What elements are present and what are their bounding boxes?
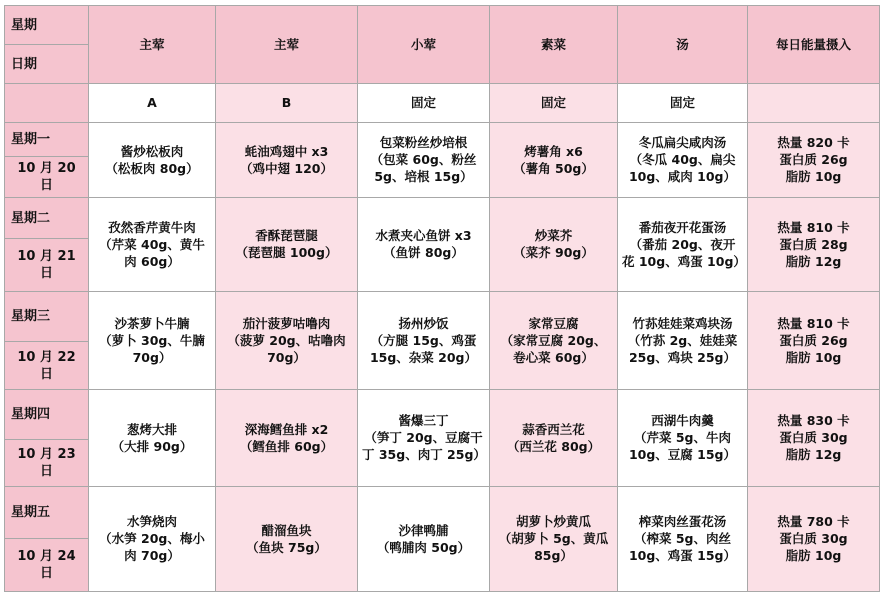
soup-cell: [618, 122, 748, 197]
weekday-label: 星期一: [5, 122, 89, 156]
day-row: [5, 122, 880, 156]
dish-name: 扬州炒饭: [398, 315, 449, 331]
dish-name: 炒菜芥: [534, 228, 573, 244]
dish-detail-line: （包菜 60g、粉丝: [370, 152, 477, 168]
main-dish-a-cell: [89, 291, 216, 389]
soup-cell: [618, 291, 748, 389]
dish-detail-line: 5g、培根 15g）: [374, 169, 473, 185]
dish-detail-line: （鸡中翅 120）: [240, 160, 333, 176]
dish-detail-line: 脂肪 12g: [785, 253, 842, 269]
dish-detail-line: （鱼块 75g）: [246, 539, 327, 555]
dish-detail-line: （水笋 20g、梅小: [99, 531, 205, 547]
dish-detail-line: （胡萝卜 5g、黄瓜: [498, 531, 609, 547]
subheader-option-a: A: [89, 84, 216, 122]
weekly-menu-table: [4, 5, 880, 592]
main-dish-b-cell: [216, 122, 358, 197]
main-dish-a-cell: [89, 197, 216, 291]
dish-detail-line: 肉 60g）: [124, 253, 180, 269]
dish-detail-line: （芹菜 40g、黄牛: [99, 236, 205, 252]
dish-name: 深海鳕鱼排 x2: [244, 421, 329, 437]
side-meat-cell: [358, 291, 490, 389]
dish-name: 葱烤大排: [126, 421, 177, 437]
dish-detail-line: （大排 90g）: [111, 438, 193, 454]
daily-energy-cell: [748, 122, 880, 197]
vegetable-cell: [490, 291, 618, 389]
day-row: [5, 486, 880, 539]
date-label: 10 月 24 日: [5, 539, 89, 592]
vegetable-cell: [490, 122, 618, 197]
date-label: 10 月 20 日: [5, 156, 89, 197]
main-dish-a-cell: [89, 486, 216, 591]
dish-name: 烤薯角 x6: [524, 143, 583, 159]
dish-name: 竹荪娃娃菜鸡块汤: [632, 315, 733, 331]
dish-detail-line: 花 10g、鸡蛋 10g）: [622, 253, 746, 269]
side-meat-cell: [358, 389, 490, 486]
dish-detail-line: （菠萝 20g、咕噜肉: [227, 332, 346, 348]
dish-detail-line: （薯角 50g）: [513, 160, 594, 176]
day-row: [5, 389, 880, 440]
dish-name: 蒜香西兰花: [522, 421, 585, 437]
side-meat-cell: [358, 122, 490, 197]
main-dish-b-cell: [216, 486, 358, 591]
side-meat-cell: [358, 486, 490, 591]
dish-detail-line: 脂肪 12g: [785, 447, 842, 463]
dish-name: 酱爆三丁: [398, 413, 449, 429]
main-dish-a-cell: [89, 389, 216, 486]
dish-detail-line: 10g、豆腐 15g）: [628, 447, 737, 463]
dish-detail-line: （鱼饼 80g）: [383, 245, 464, 261]
dish-detail-line: 蛋白质 30g: [779, 531, 848, 547]
dish-detail-line: 15g、杂菜 20g）: [369, 349, 478, 365]
header-week-label: 星期: [5, 6, 89, 45]
dish-detail-line: （芹菜 5g、牛肉: [634, 430, 731, 446]
column-header-daily-energy: 每日能量摄入: [748, 6, 880, 84]
dish-name: 热量 810 卡: [777, 315, 850, 331]
dish-name: 水笋烧肉: [126, 514, 177, 530]
soup-cell: [618, 486, 748, 591]
dish-detail-line: 蛋白质 28g: [779, 236, 848, 252]
dish-name: 榨菜肉丝蛋花汤: [638, 514, 727, 530]
dish-detail-line: 10g、咸肉 10g）: [628, 169, 737, 185]
dish-detail-line: （萝卜 30g、牛腩: [99, 332, 205, 348]
dish-name: 热量 780 卡: [777, 514, 850, 530]
dish-detail-line: 脂肪 10g: [785, 349, 842, 365]
date-label: 10 月 22 日: [5, 342, 89, 389]
column-header-main-a: 主荤: [89, 6, 216, 84]
dish-detail-line: （冬瓜 40g、扁尖: [629, 152, 736, 168]
subheader-energy-empty: [748, 84, 880, 122]
dish-detail-line: 蛋白质 26g: [779, 152, 848, 168]
dish-name: 香酥琵琶腿: [255, 228, 318, 244]
dish-detail-line: （家常豆腐 20g、: [500, 332, 607, 348]
dish-detail-line: （方腿 15g、鸡蛋: [370, 332, 477, 348]
dish-name: 孜然香芹黄牛肉: [108, 219, 196, 235]
dish-detail-line: 脂肪 10g: [785, 169, 842, 185]
dish-detail-line: 蛋白质 26g: [779, 332, 848, 348]
day-row: [5, 291, 880, 342]
dish-name: 番茄夜开花蛋汤: [638, 219, 727, 235]
dish-detail-line: 10g、鸡蛋 15g）: [628, 548, 737, 564]
dish-name: 热量 810 卡: [777, 219, 850, 235]
dish-detail-line: （鸭脯肉 50g）: [376, 539, 471, 555]
dish-name: 酱炒松板肉: [120, 143, 184, 159]
date-label: 10 月 21 日: [5, 239, 89, 292]
daily-energy-cell: [748, 291, 880, 389]
vegetable-cell: [490, 389, 618, 486]
dish-detail-line: （松板肉 80g）: [105, 160, 199, 176]
main-dish-b-cell: [216, 389, 358, 486]
dish-detail-line: 肉 70g）: [124, 548, 180, 564]
weekday-label: 星期三: [5, 291, 89, 342]
dish-detail-line: 25g、鸡块 25g）: [628, 349, 737, 365]
dish-detail-line: 脂肪 10g: [785, 548, 842, 564]
weekday-label: 星期二: [5, 197, 89, 238]
subheader-fixed-soup: 固定: [618, 84, 748, 122]
column-header-vegetable: 素菜: [490, 6, 618, 84]
dish-name: 茄汁菠萝咕噜肉: [242, 315, 331, 331]
dish-detail-line: 85g）: [534, 548, 573, 564]
dish-name: 沙茶萝卜牛腩: [114, 315, 190, 331]
main-dish-b-cell: [216, 291, 358, 389]
column-header-side-meat: 小荤: [358, 6, 490, 84]
dish-detail-line: （西兰花 80g）: [506, 438, 601, 454]
dish-name: 沙律鸭脯: [398, 522, 449, 538]
dish-name: 蚝油鸡翅中 x3: [244, 143, 329, 159]
subheader-fixed-side: 固定: [358, 84, 490, 122]
dish-name: 包菜粉丝炒培根: [379, 135, 468, 151]
dish-detail-line: （笋丁 20g、豆腐干: [364, 430, 483, 446]
dish-detail-line: （竹荪 2g、娃娃菜: [627, 332, 738, 348]
dish-name: 西湖牛肉羹: [651, 413, 714, 429]
date-label: 10 月 23 日: [5, 440, 89, 486]
dish-name: 醋溜鱼块: [261, 522, 312, 538]
daily-energy-cell: [748, 389, 880, 486]
dish-detail-line: 丁 35g、肉丁 25g）: [362, 447, 486, 463]
dish-detail-line: （菜芥 90g）: [513, 245, 594, 261]
dish-detail-line: （琵琶腿 100g）: [235, 245, 338, 261]
soup-cell: [618, 389, 748, 486]
dish-detail-line: 70g）: [267, 349, 306, 365]
weekday-label: 星期五: [5, 486, 89, 539]
main-dish-b-cell: [216, 197, 358, 291]
daily-energy-cell: [748, 486, 880, 591]
dish-name: 热量 820 卡: [777, 135, 850, 151]
subheader-option-b: B: [216, 84, 358, 122]
dish-name: 水煮夹心鱼饼 x3: [375, 228, 472, 244]
vegetable-cell: [490, 197, 618, 291]
daily-energy-cell: [748, 197, 880, 291]
main-dish-a-cell: [89, 122, 216, 197]
dish-name: 胡萝卜炒黄瓜: [515, 514, 591, 530]
subheader-corner: [5, 84, 89, 122]
header-date-label: 日期: [5, 45, 89, 84]
soup-cell: [618, 197, 748, 291]
side-meat-cell: [358, 197, 490, 291]
dish-detail-line: （榨菜 5g、肉丝: [634, 531, 731, 547]
dish-name: 冬瓜扁尖咸肉汤: [638, 135, 727, 151]
day-row: [5, 197, 880, 238]
dish-name: 家常豆腐: [528, 315, 579, 331]
dish-detail-line: （番茄 20g、夜开: [629, 236, 736, 252]
weekday-label: 星期四: [5, 389, 89, 440]
column-header-soup: 汤: [618, 6, 748, 84]
dish-detail-line: 蛋白质 30g: [779, 430, 848, 446]
dish-detail-line: 卷心菜 60g）: [513, 349, 594, 365]
column-header-main-b: 主荤: [216, 6, 358, 84]
dish-name: 热量 830 卡: [777, 413, 850, 429]
vegetable-cell: [490, 486, 618, 591]
dish-detail-line: （鳕鱼排 60g）: [239, 438, 334, 454]
subheader-fixed-veg: 固定: [490, 84, 618, 122]
dish-detail-line: 70g）: [132, 349, 172, 365]
